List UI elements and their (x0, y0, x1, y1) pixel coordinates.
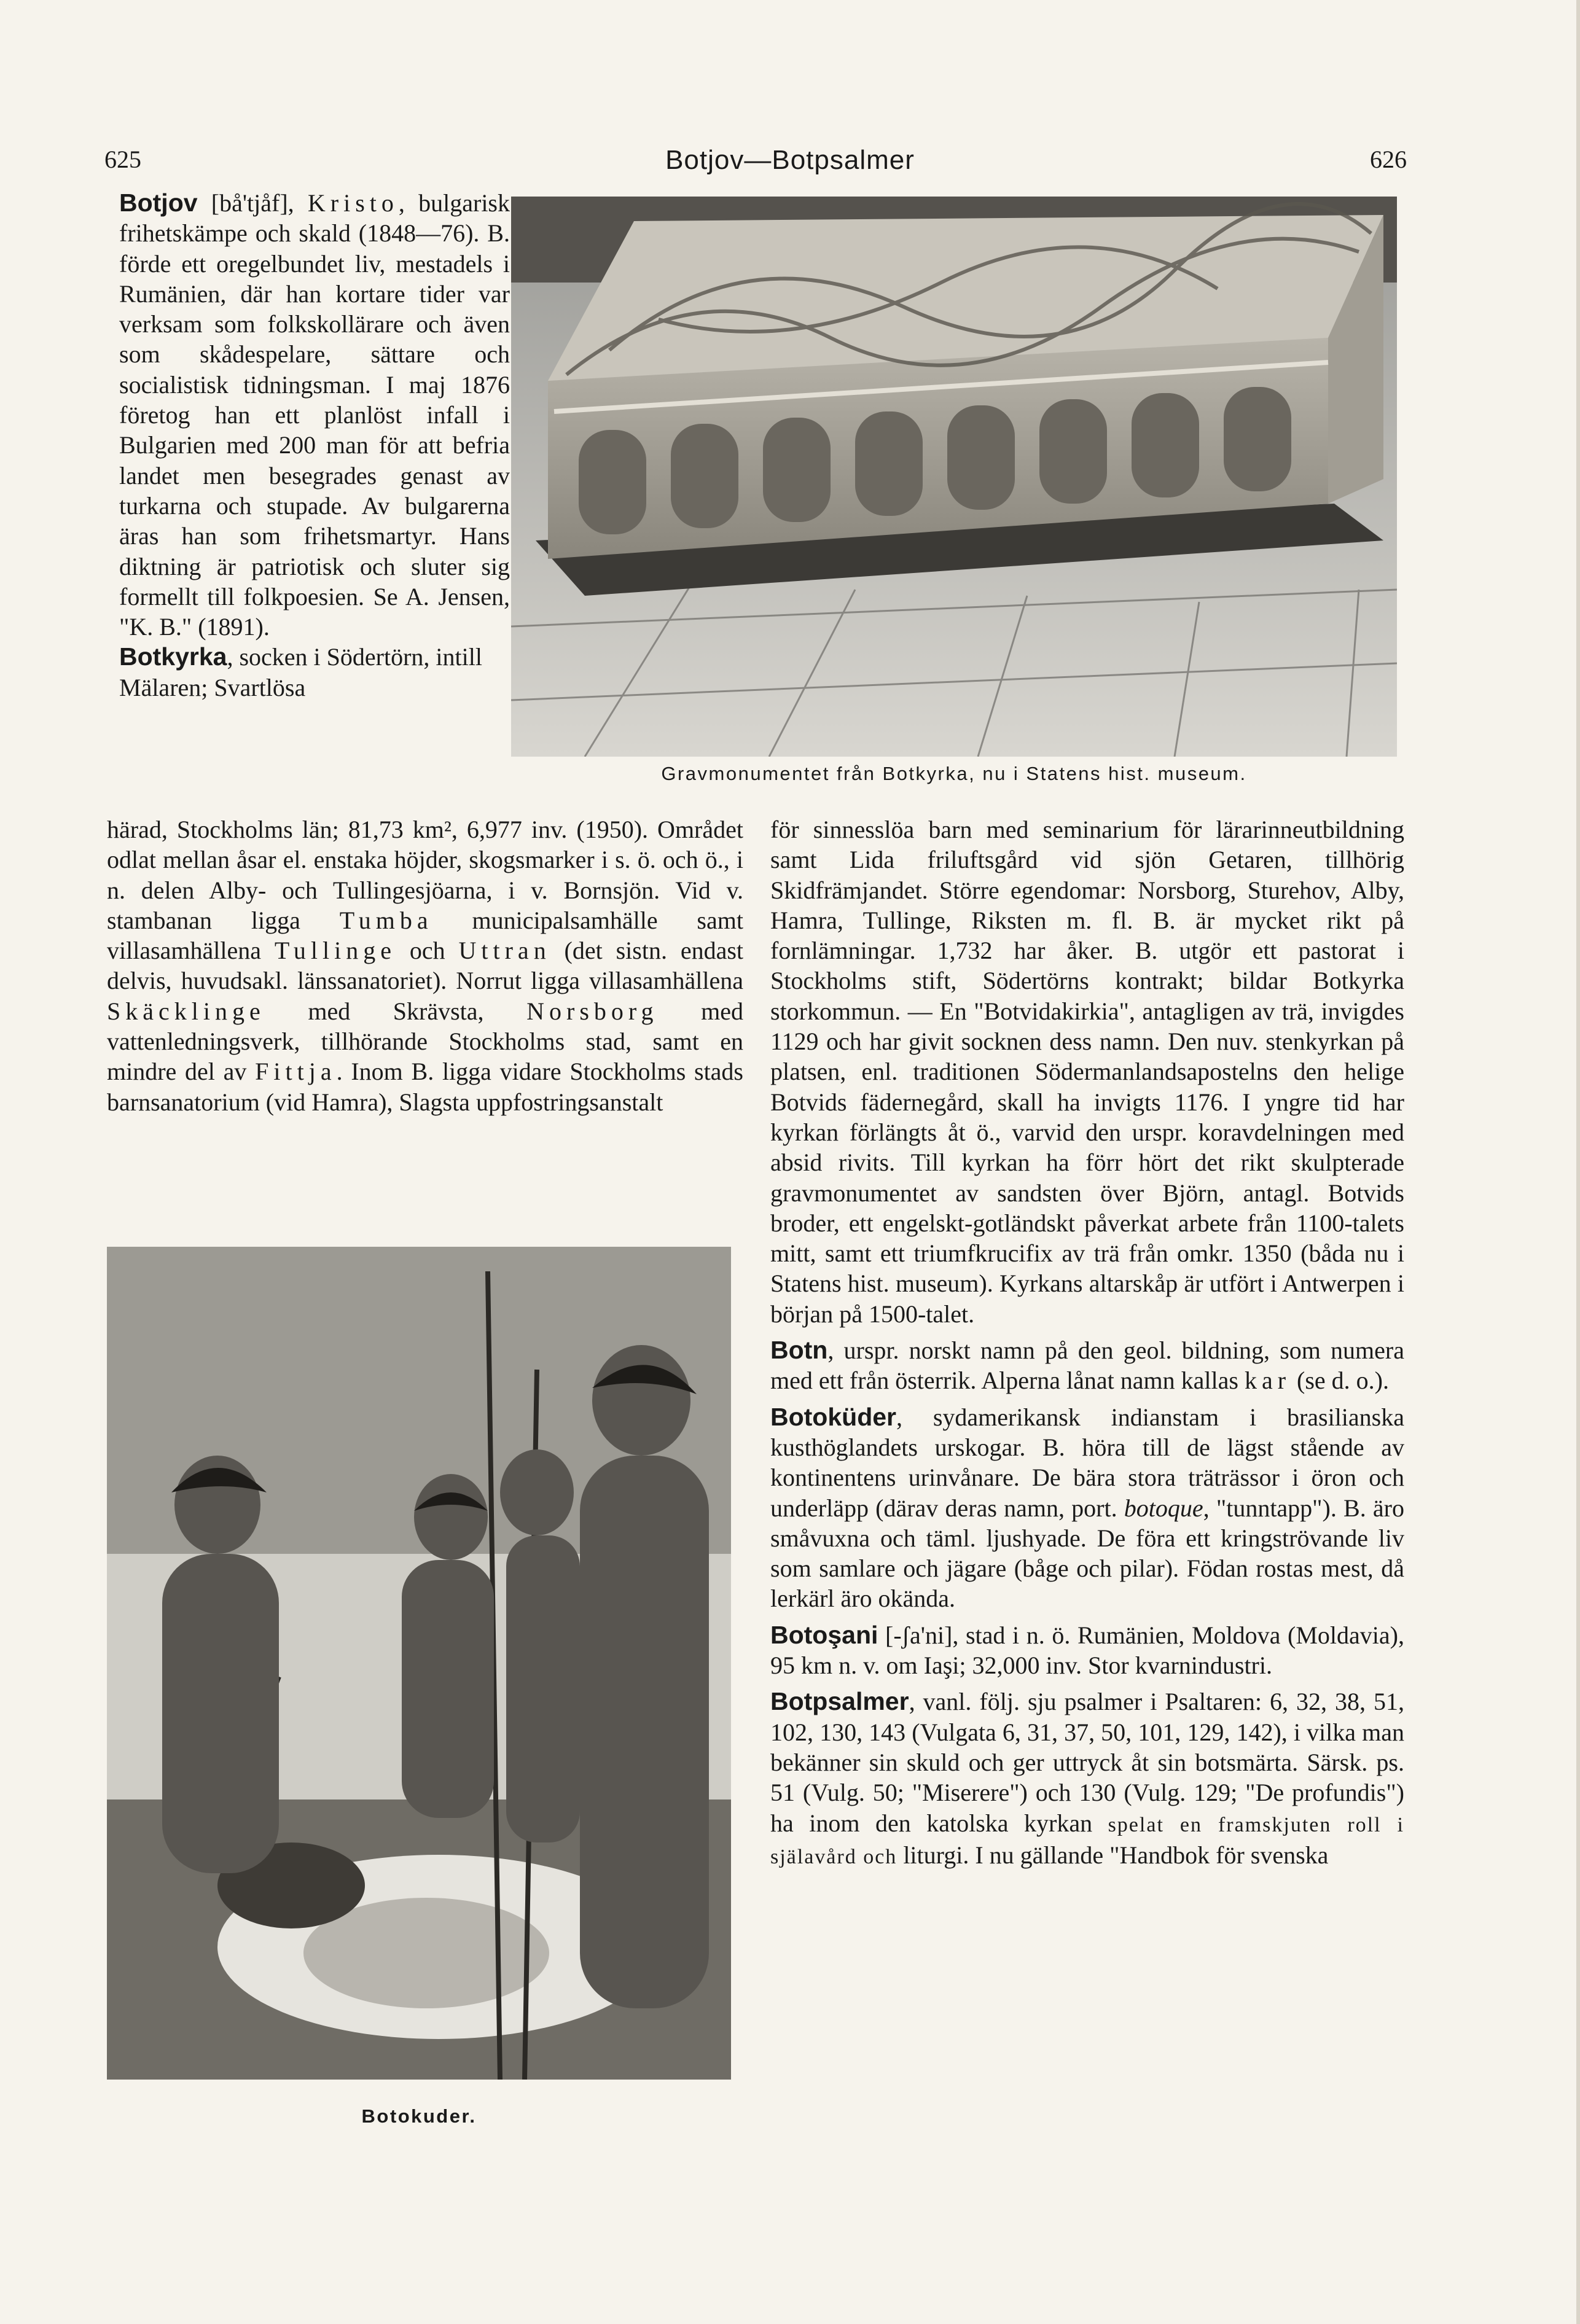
sarcophagus-photo (511, 197, 1397, 757)
sarcophagus-image (511, 197, 1397, 757)
entry-text: för sinnesslöa barn med seminarium för lärarinneutbildning samt Lida friluftsgård vid sjön Getaren, tillhörig Skidfrämjandet. Större egendomar: Norsborg, Sturehov, Alby, Hamra, Tullinge, Riksten m. fl. B. är mycket rikt på fornlämningar. 1,732 har åker. B. utgör ett pastorat i Stockholms stift, Södertörns kontrakt; bildar Botkyrka storkommun. — En "Botvidakirkia", antagligen av trä, invigdes 1129 och har givit socknen dess namn. Den nuv. stenkyrkan på platsen, enl. traditionen Södermanlandsapostelns den helige Botvids fädernegård, skall ha invigts 1176. I yngre tid har kyrkan förlängts åt ö., varvid den urspr. koravdelningen med absid rivits. Till kyrkan ha förr hört det rikt skulpterade gravmonumentet av sandsten över Björn, antagl. Botvids broder, ett engelskt-gotländskt påverkat arbete från 1100-talets mitt, samt ett triumfkrucifix av trä från omkr. 1350 (båda nu i Statens hist. museum). Kyrkans altarskåp är utfört i Antwerpen i början på 1500-talet. (770, 816, 1404, 1328)
spaced-place-uttran: Uttran (458, 937, 551, 965)
spaced-place-skacklinge: Skäcklinge (107, 997, 265, 1025)
botokuder-caption: Botokuder. (361, 2105, 477, 2127)
column-middle-left (107, 814, 743, 1117)
entry-text: härad, Stockholms län; 81,73 km², 6,977 inv. (1950). Området odlat mellan åsar el. enstaka höjder, skogsmarker i s. ö. och ö., i n. delen Alby- och Tullingesjöarna, i v. Bornsjön. Vid v. stambanan ligga (107, 816, 743, 934)
botokuder-photo (107, 1247, 731, 2080)
headword-botjov: Botjov (119, 189, 198, 217)
botokuder-image (107, 1247, 731, 2080)
entry-text: [bå'tjåf], (197, 189, 308, 217)
entry-text: , bulgarisk frihetskämpe och skald (1848—76). B. förde ett oregelbundet liv, mestadels i Rumänien, där han kortare tider var verksam som folkskollärare och även som skådespelare, sättare och socialistisk tidningsman. I maj 1876 företog han ett planlöst infall i Bulgarien med 200 man för att befria landet men besegrades genast av turkarna och stupade. Av bulgarerna äras han som frihetsmartyr. Hans diktning är patriotisk och sluter sig formellt till folkpoesien. Se A. Jensen, "K. B." (1891). (119, 189, 510, 641)
entry-botokuder (770, 1402, 1404, 1614)
entry-botjov (119, 188, 510, 642)
italic-term-botoque: botoque (1124, 1494, 1203, 1522)
page-number-right: 626 (1370, 146, 1407, 173)
entry-text: med vattenledningsverk, tillhörande Stockholms stad, samt en mindre del av (107, 997, 743, 1086)
entry-text: med Skrävsta, (265, 997, 527, 1025)
entry-text: och (396, 937, 459, 965)
entry-botpsalmer (770, 1686, 1404, 1872)
spaced-place-fittja: Fittja (255, 1058, 337, 1086)
entry-text: , vanl. följ. sju psalmer i Psaltaren: 6, 32, 38, 51, 102, 130, 143 (Vulgata 6, 31, 37, 50, 101, 129, 142), i vilka man bekänner sin skuld och ger uttryck åt sin botsmärta. Särsk. ps. 51 (Vulg. 50; "Miserere") och 130 (Vulg. 129; "De profundis") ha inom den katolska kyrkan (770, 1688, 1404, 1837)
entry-text: (se d. o.). (1291, 1367, 1389, 1395)
entry-text: [-ʃa'ni], stad i n. ö. Rumänien, Moldova (Moldavia), 95 km n. v. om Iaşi; 32,000 inv. Stor kvarnindustri. (770, 1621, 1404, 1680)
headword-botpsalmer: Botpsalmer (770, 1687, 909, 1716)
entry-text: , "tunntapp"). B. äro småvuxna och täml. ljushyade. De föra ett kringströvande liv som samlare och jägare (båge och pilar). Födan rostas mest, då lerkärl äro okända. (770, 1494, 1404, 1613)
entry-botkyrka-start (119, 642, 510, 703)
page-number-left: 625 (104, 146, 141, 173)
entry-text: , sydamerikansk indianstam i brasilianska kusthöglandets urskogar. B. höra till de lägst stående av kontinentens urinvånare. De bära stora träträssor i öron och underläpp (därav deras namn, port. (770, 1403, 1404, 1522)
spaced-place-tumba: Tumba (339, 906, 433, 934)
entry-text: municipalsamhälle samt villasamhällena (107, 906, 743, 965)
headword-botosani: Botoşani (770, 1620, 878, 1649)
headword-botokuder: Botoküder (770, 1402, 896, 1431)
entry-text: (det sistn. endast delvis, huvudsakl. länssanatoriet). Norrut ligga villasamhällena (107, 937, 744, 995)
entry-text: , urspr. norskt namn på den geol. bildning, som numera med ett från österrik. Alperna lånat namn kallas (770, 1336, 1404, 1395)
entry-botkyrka-end (770, 814, 1404, 1329)
entry-text: . Inom B. ligga vidare Stockholms stads barnsanatorium (vid Hamra), Slagsta uppfostringsanstalt (107, 1058, 743, 1116)
spaced-term-kar: kar (1244, 1367, 1291, 1395)
entry-text: , socken i Södertörn, intill Mälaren; Svartlösa (119, 643, 482, 701)
entry-botosani (770, 1620, 1404, 1681)
sarcophagus-caption: Gravmonumentet från Botkyrka, nu i Statens hist. museum. (661, 763, 1247, 784)
entry-text: liturgi. I nu gällande "Handbok för svenska (897, 1841, 1329, 1869)
spaced-name: Kristo (307, 189, 399, 217)
headword-botn: Botn (770, 1336, 828, 1365)
column-top-left (119, 188, 510, 703)
spaced-place-tullinge: Tullinge (274, 937, 397, 965)
small-print-line: spelat en framskjuten roll i själavård och (770, 1813, 1404, 1868)
spaced-place-norsborg: Norsborg (526, 997, 659, 1025)
entry-botn (770, 1335, 1404, 1396)
entry-botkyrka-continued (107, 814, 743, 1117)
column-right (770, 814, 1404, 1872)
running-head: Botjov—Botpsalmer (665, 145, 915, 175)
headword-botkyrka: Botkyrka (119, 642, 227, 671)
